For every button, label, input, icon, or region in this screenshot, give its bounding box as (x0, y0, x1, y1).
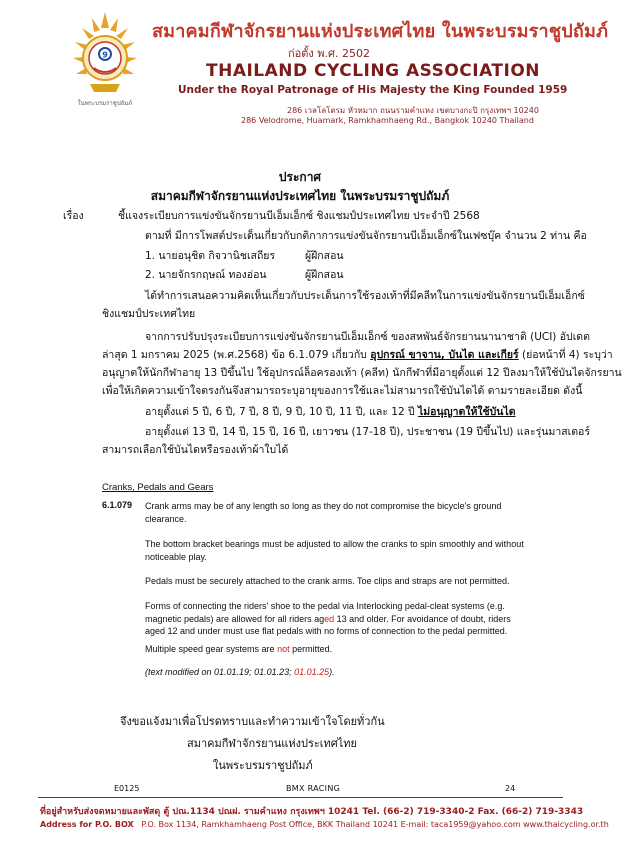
announcement-title: ประกาศ (278, 170, 322, 184)
footer-mailing-address-thai: ที่อยู่สำหรับส่งจดหมายและพัสดุ ตู้ ปณ.1134 ปณฝ. รามคำแหง กรุงเทพฯ 10241 Tel. (66-2) 719-3340-2 Fax. (66-2) 719-3343 (40, 807, 584, 817)
footer-address-label: Address for P.O. BOX (40, 820, 134, 829)
paragraph-2-line-2: ชิงแชมป์ประเทศไทย (102, 308, 196, 320)
rule-paragraph-2: The bottom bracket bearings must be adjusted to allow the cranks to spin smoothly and without noticeable play. (145, 539, 524, 562)
association-emblem-icon (70, 10, 140, 112)
age-rule-line-1 (145, 405, 516, 419)
age-rule-line-3: สามารถเลือกใช้บันไดหรือรองเท้าผ้าใบได้ (102, 444, 289, 456)
rule-paragraph-1: Crank arms may be of any length so long as they do not compromise the bicycle's ground clearance. (145, 501, 502, 524)
rule-paragraph-4 (145, 600, 530, 638)
paragraph-3-line-1: จากการปรับปรุงระเบียบการแข่งขันจักรยานบีเอ็มเอ็กซ์ ของสหพันธ์จักรยานนานาชาติ (UCI) อัปเดต (145, 331, 590, 343)
modified-red: 01.01.25 (294, 667, 330, 677)
person-1-name: 1. นายอนุชิต กิจวานิชเสถียร (145, 250, 276, 262)
person-2-role: ผู้ฝึกสอน (305, 269, 344, 281)
closing-line-1: จึงขอแจ้งมาเพื่อโปรดทราบและทำความเข้าใจโดยทั่วกัน (120, 715, 385, 728)
modified-a: (text modified on 01.01.19; 01.01.23; (145, 667, 295, 677)
founded-year: ก่อตั้ง พ.ศ. 2502 (288, 47, 370, 60)
closing-line-3: ในพระบรมราชูปถัมภ์ (213, 759, 313, 772)
address-english: 286 Velodrome, Huamark, Ramkhamhaeng Rd., Bangkok 10240 Thailand (241, 116, 534, 125)
not-allowed-highlight: ไม่อนุญาตให้ใช้บันได (417, 406, 516, 418)
footer-mailing-address-english (40, 820, 609, 829)
subject-label: เรื่อง (63, 210, 84, 222)
rule-section-heading: Cranks, Pedals and Gears (102, 482, 214, 493)
age-rule-1-text: อายุตั้งแต่ 5 ปี, 6 ปี, 7 ปี, 8 ปี, 9 ปี, 10 ปี, 11 ปี, และ 12 ปี (145, 406, 418, 418)
modified-b: ). (329, 667, 335, 677)
rule-p4-b: 13 and older. For avoidance of doubt, riders aged 12 and under must use flat pedals with no forms of connection to the pedal permitted. (145, 613, 511, 636)
rule-p4-a: Forms of connecting the riders' shoe to the pedal via Interlocking pedal-cleat systems (e.g. magnetic pedals) are allowed for all riders ag (145, 601, 505, 624)
p3-text-post: (ย่อหน้าที่ 4) ระบุว่า (518, 349, 613, 361)
closing-line-2: สมาคมกีฬาจักรยานแห่งประเทศไทย (187, 737, 357, 750)
page-code: E0125 (114, 784, 140, 793)
logo-caption: ในพระบรมราชูปถัมภ์ (77, 100, 133, 107)
subject-text: ชี้แจงระเบียบการแข่งขันจักรยานบีเอ็มเอ็กซ์ ชิงแชมป์ประเทศไทย ประจำปี 2568 (118, 210, 480, 222)
person-2-name: 2. นายจักรกฤษณ์ ทองอ่อน (145, 269, 267, 281)
royal-patronage-line: Under the Royal Patronage of His Majesty the King Founded 1959 (178, 84, 568, 96)
rule-number: 6.1.079 (102, 500, 133, 510)
paragraph-3-line-2 (102, 348, 613, 362)
rule-modified-note (145, 666, 530, 679)
rule-p5-red: not (277, 644, 290, 654)
association-english-title: THAILAND CYCLING ASSOCIATION (206, 61, 541, 81)
association-thai-title: สมาคมกีฬาจักรยานแห่งประเทศไทย ในพระบรมราชูปถัมภ์ (152, 21, 609, 42)
paragraph-3-line-4: เพื่อให้เกิดความเข้าใจตรงกันจึงสามารถระบุอายุของการใช้และไม่สามารถใช้บันไดได้ ตามรายละเอียด ดังนี้ (102, 385, 583, 397)
footer-divider (38, 797, 563, 798)
rule-paragraph-3: Pedals must be securely attached to the crank arms. Toe clips and straps are not permitted. (145, 576, 510, 586)
paragraph-3-line-3: อนุญาตให้นักกีฬาอายุ 13 ปีขึ้นไป ใช้อุปกรณ์ล็อครองเท้า (คลีท) นักกีฬาที่มีอายุตั้งแต่ 12 ปีลงมาให้ใช้บันไดจักรยาน (102, 367, 622, 379)
svg-text:9: 9 (102, 50, 108, 60)
announcement-org: สมาคมกีฬาจักรยานแห่งประเทศไทย ในพระบรมราชูปถัมภ์ (150, 189, 450, 203)
rule-p4-red: ed (324, 613, 335, 624)
page-section: BMX RACING (286, 784, 341, 793)
address-thai: 286 เวลโลโดรม หัวหมาก ถนนรามคำแหง เขตบางกะปิ กรุงเทพฯ 10240 (287, 106, 539, 115)
age-rule-line-2: อายุตั้งแต่ 13 ปี, 14 ปี, 15 ปี, 16 ปี, เยาวชน (17-18 ปี), ประชาชน (19 ปีขึ้นไป) และรุ่นมาสเตอร์ (145, 426, 590, 438)
page-number: 24 (505, 784, 516, 793)
paragraph-2-line-1: ได้ทำการเสนอความคิดเห็นเกี่ยวกับประเด็นการใช้รองเท้าที่มีคลีทในการแข่งขันจักรยานบีเอ็มเอ็กซ์ (145, 290, 585, 302)
paragraph-intro: ตามที่ มีการโพสต์ประเด็นเกี่ยวกับกติกาการแข่งขันจักรยานบีเอ็มเอ็กซ์ในเฟซบุ๊ค จำนวน 2 ท่าน คือ (145, 230, 587, 242)
person-1-role: ผู้ฝึกสอน (305, 250, 344, 262)
p3-equipment-highlight: อุปกรณ์ ขาจาน, บันได และเกียร์ (370, 349, 519, 361)
rule-p5-b: permitted. (289, 644, 333, 654)
footer-address-text: P.O. Box 1134, Ramkhamhaeng Post Office, BKK Thailand 10241 E-mail: taca1959@yahoo.com www.thaicycling.or.th (141, 820, 609, 829)
rule-p5-a: Multiple speed gear systems are (145, 644, 278, 654)
rule-paragraph-5 (145, 643, 530, 656)
p3-text-pre: ล่าสุด 1 มกราคม 2025 (พ.ศ.2568) ข้อ 6.1.079 เกี่ยวกับ (102, 349, 371, 361)
